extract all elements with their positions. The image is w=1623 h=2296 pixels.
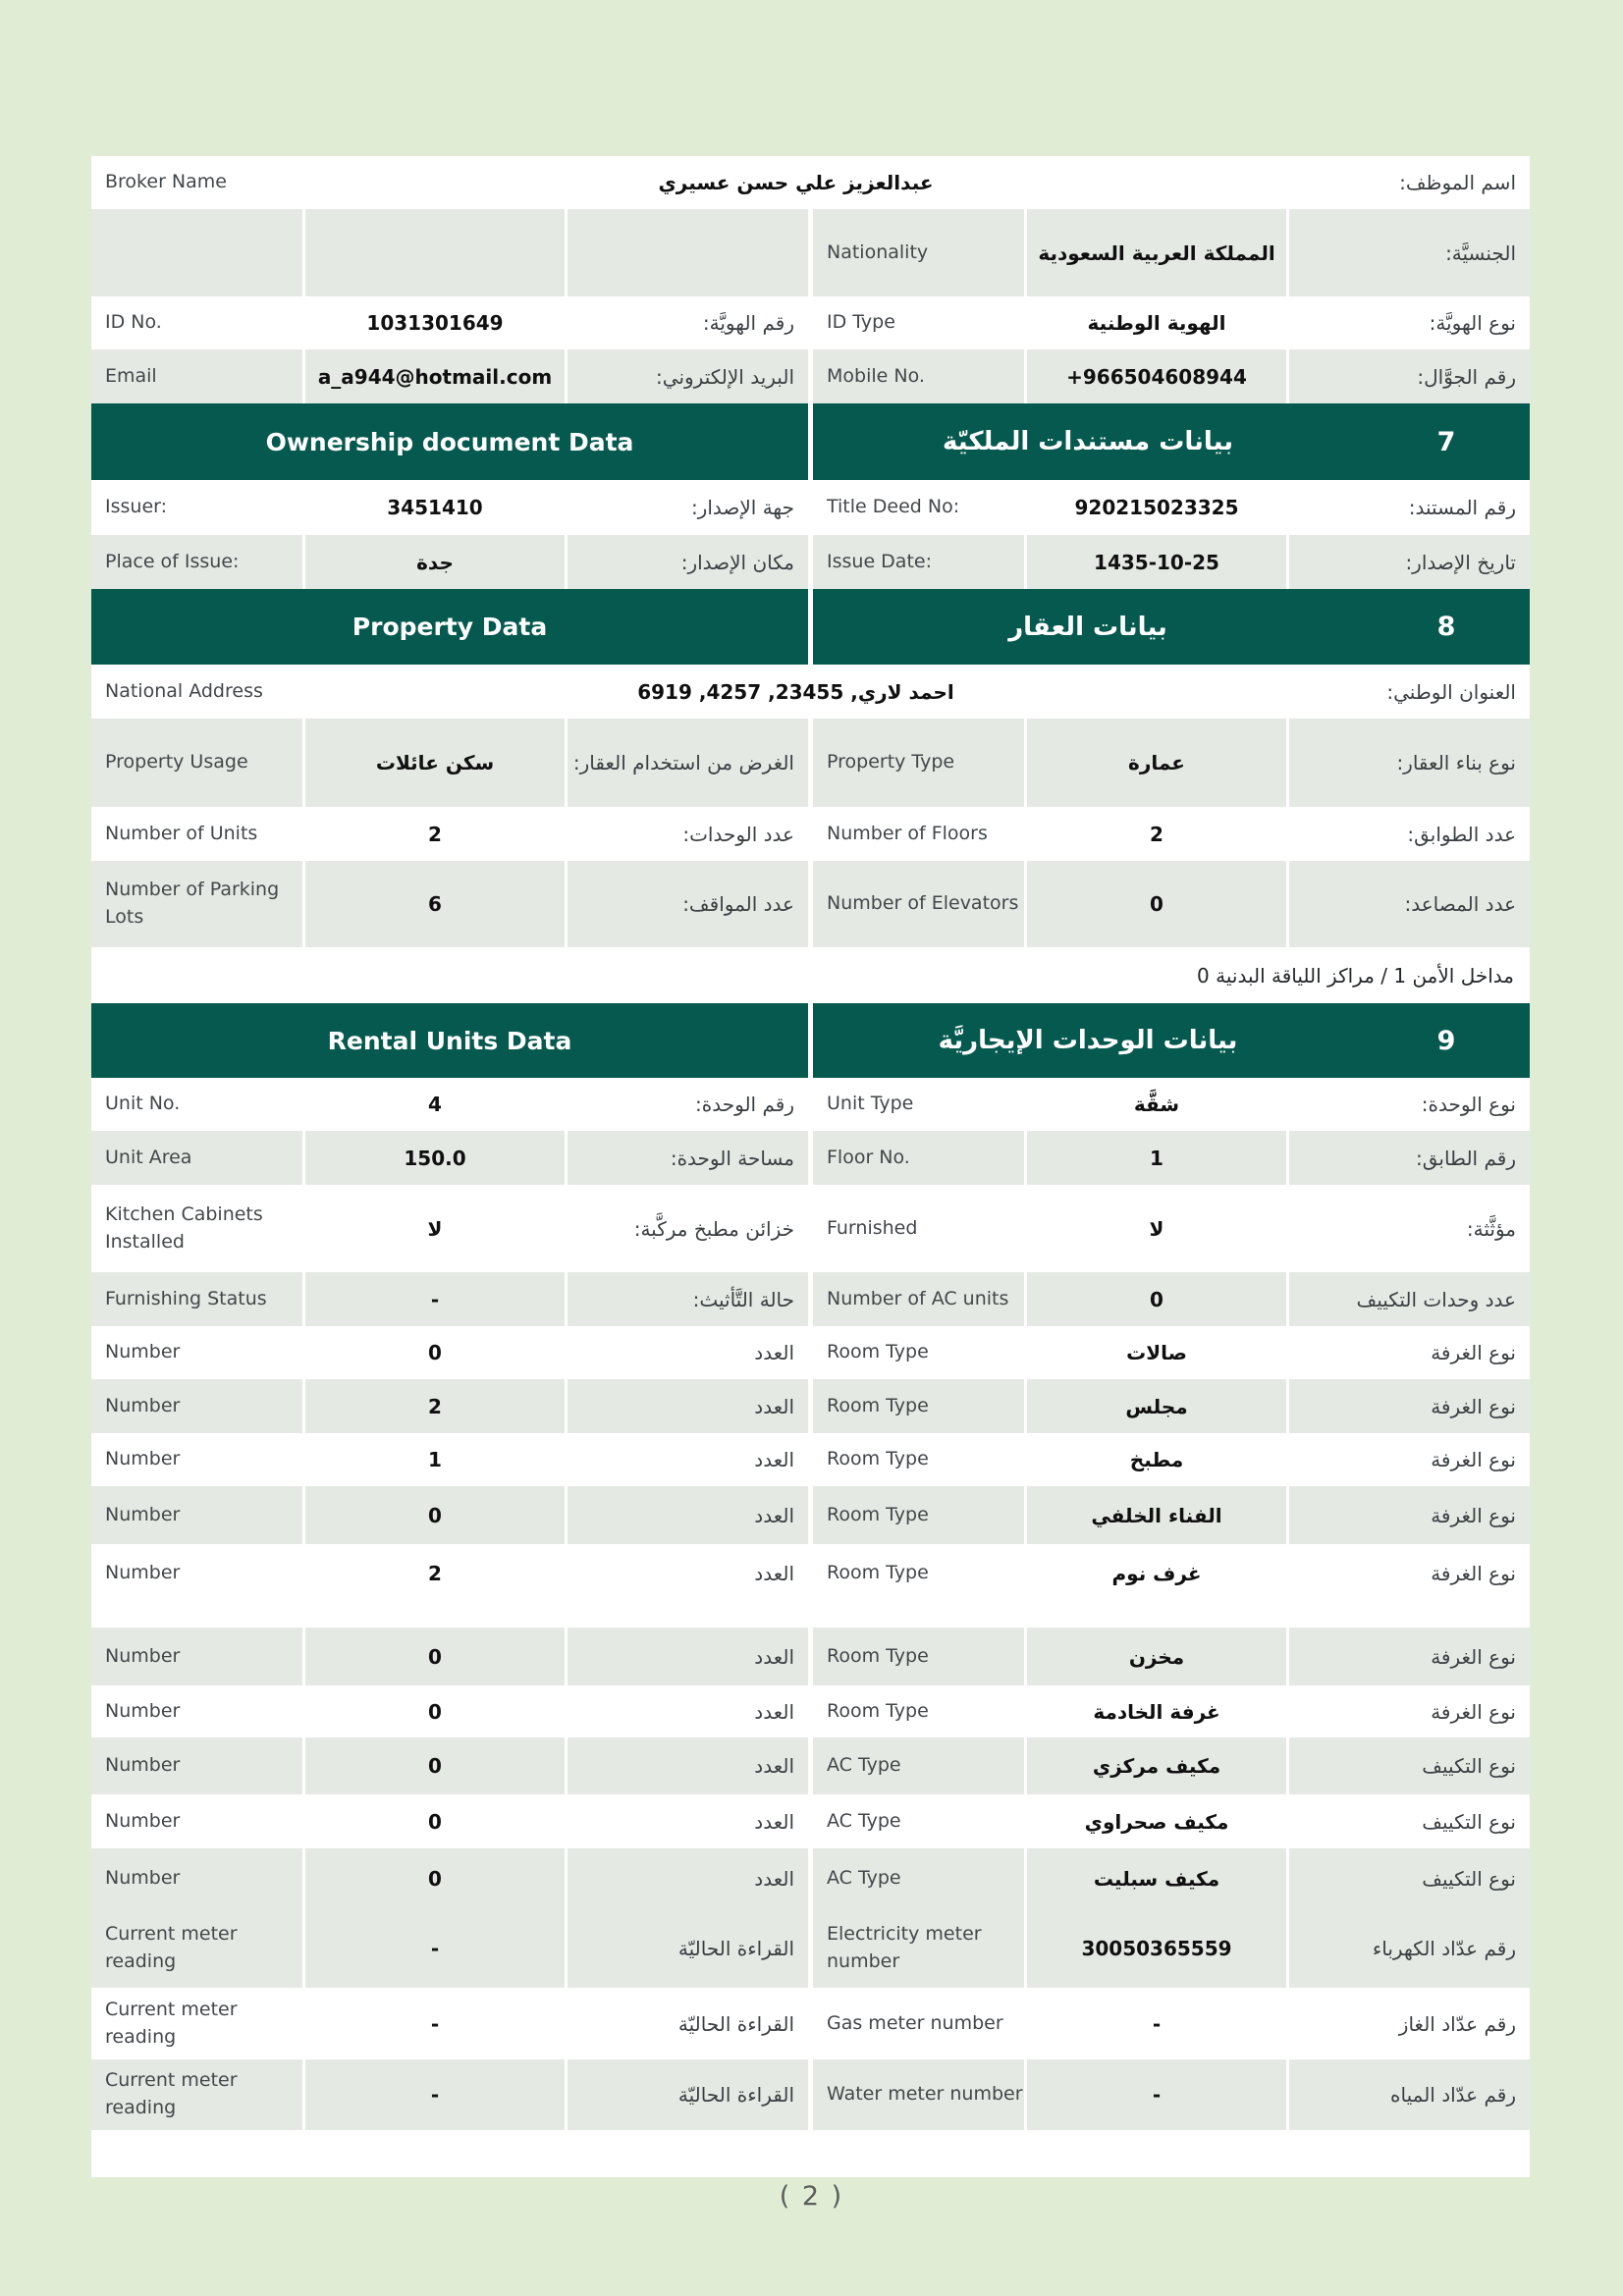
row-meter-electricity	[91, 1908, 1530, 1988]
ac-count-ar-label: العدد	[754, 1809, 794, 1834]
room-count-en-label: Number	[105, 1644, 181, 1667]
room-count-value: 0	[302, 1326, 568, 1379]
section-header-ownership	[91, 403, 1530, 480]
room-count-value: 0	[302, 1486, 568, 1544]
property-usage-en-label: Property Usage	[105, 751, 248, 774]
room-type-value: صالات	[1024, 1326, 1289, 1379]
room-type-en-label: Room Type	[827, 1562, 929, 1584]
nationality-ar-label: الجنسيَّة:	[1445, 240, 1516, 265]
room-count-en-label: Number	[105, 1341, 181, 1363]
place-of-issue-value: جدة	[302, 535, 568, 589]
section8-number: 8	[1436, 612, 1456, 642]
ac-units-ar-label: عدد وحدات التكييف	[1356, 1287, 1516, 1311]
row-property-usage	[91, 719, 1530, 807]
meter-reading-value: -	[302, 2059, 568, 2130]
room-count-value: 0	[302, 1685, 568, 1737]
row-ownership-issue	[91, 535, 1530, 589]
floors-en-label: Number of Floors	[827, 822, 988, 844]
electricity-meter-ar-label: رقم عدّاد الكهرباء	[1372, 1936, 1516, 1960]
meter-reading-ar-label: القراءة الحاليّة	[677, 1936, 794, 1960]
unit-type-ar-label: نوع الوحدة:	[1421, 1093, 1516, 1116]
meter-reading-en-label: Current meter reading	[105, 1922, 238, 1972]
mobile-en-label: Mobile No.	[827, 364, 925, 387]
room-count-ar-label: العدد	[754, 1644, 794, 1669]
room-type-en-label: Room Type	[827, 1448, 929, 1470]
row-parking-elevators	[91, 861, 1530, 947]
row-room-6	[91, 1685, 1530, 1737]
broker-name-en-label: Broker Name	[105, 171, 227, 193]
room-count-en-label: Number	[105, 1699, 181, 1722]
room-type-value: غرف نوم	[1024, 1544, 1289, 1603]
furnished-en-label: Furnished	[827, 1216, 918, 1239]
meter-reading-value: -	[302, 1988, 568, 2059]
row-room-0	[91, 1326, 1530, 1379]
ac-type-en-label: AC Type	[827, 1809, 901, 1832]
ac-type-ar-label: نوع التكييف	[1422, 1866, 1516, 1891]
nationality-en-label: Nationality	[827, 240, 929, 263]
contract-table	[91, 156, 1530, 2177]
national-address-ar-label: العنوان الوطني:	[1386, 679, 1516, 704]
gas-meter-en-label: Gas meter number	[827, 2011, 1003, 2034]
room-type-ar-label: نوع الغرفة	[1431, 1562, 1516, 1585]
unit-no-en-label: Unit No.	[105, 1093, 181, 1115]
room-count-ar-label: العدد	[754, 1394, 794, 1418]
row-meter-gas	[91, 1988, 1530, 2059]
ac-type-value: مكيف صحراوي	[1024, 1794, 1289, 1848]
row-ownership-doc	[91, 480, 1530, 535]
room-count-ar-label: العدد	[754, 1699, 794, 1724]
email-value: a_a944@hotmail.com	[302, 349, 568, 403]
elevators-value: 0	[1024, 861, 1289, 947]
ac-count-en-label: Number	[105, 1754, 181, 1777]
title-deed-ar-label: رقم المستند:	[1408, 496, 1516, 519]
furnishing-status-en-label: Furnishing Status	[105, 1287, 267, 1309]
id-type-value: الهوية الوطنية	[1024, 296, 1289, 349]
id-no-en-label: ID No.	[105, 311, 162, 334]
room-count-en-label: Number	[105, 1562, 181, 1584]
empty-cell	[568, 209, 808, 296]
meter-reading-en-label: Current meter reading	[105, 2069, 238, 2118]
ac-count-value: 0	[302, 1737, 568, 1794]
room-count-ar-label: العدد	[754, 1448, 794, 1471]
property-usage-value: سكن عائلات	[302, 719, 568, 807]
ac-type-ar-label: نوع التكييف	[1422, 1754, 1516, 1778]
section-header-rental-units	[91, 1003, 1530, 1078]
place-of-issue-en-label: Place of Issue:	[105, 550, 240, 572]
unit-type-en-label: Unit Type	[827, 1093, 914, 1115]
place-of-issue-ar-label: مكان الإصدار:	[680, 550, 794, 574]
row-room-3	[91, 1486, 1530, 1544]
email-en-label: Email	[105, 364, 157, 387]
id-type-en-label: ID Type	[827, 311, 895, 334]
electricity-meter-en-label: Electricity meter number	[827, 1922, 982, 1972]
room-type-en-label: Room Type	[827, 1394, 929, 1416]
room-type-ar-label: نوع الغرفة	[1431, 1394, 1516, 1418]
issuer-value: 3451410	[302, 480, 568, 535]
unit-area-en-label: Unit Area	[105, 1146, 192, 1168]
room-count-value: 2	[302, 1379, 568, 1433]
email-ar-label: البريد الإلكتروني:	[656, 364, 794, 389]
ac-type-ar-label: نوع التكييف	[1422, 1809, 1516, 1834]
electricity-meter-value: 30050365559	[1024, 1908, 1289, 1988]
property-type-en-label: Property Type	[827, 751, 955, 774]
ac-units-en-label: Number of AC units	[827, 1287, 1009, 1309]
floors-value: 2	[1024, 807, 1289, 861]
room-type-ar-label: نوع الغرفة	[1431, 1699, 1516, 1724]
mobile-ar-label: رقم الجوَّال:	[1417, 364, 1516, 389]
row-national-address	[91, 665, 1530, 719]
property-type-value: عمارة	[1024, 719, 1289, 807]
room-type-value: الفناء الخلفي	[1024, 1486, 1289, 1544]
empty-cell	[91, 209, 302, 296]
water-meter-ar-label: رقم عدّاد المياه	[1390, 2083, 1516, 2107]
room-count-ar-label: العدد	[754, 1503, 794, 1527]
broker-name-value: عبدالعزيز علي حسن عسيري	[658, 171, 934, 194]
room-type-en-label: Room Type	[827, 1503, 929, 1525]
ac-count-en-label: Number	[105, 1866, 181, 1889]
elevators-ar-label: عدد المصاعد:	[1404, 892, 1516, 916]
section9-en-title: Rental Units Data	[327, 1026, 572, 1055]
ac-count-ar-label: العدد	[754, 1866, 794, 1891]
row-ac-2	[91, 1848, 1530, 1908]
room-type-value: مجلس	[1024, 1379, 1289, 1433]
empty-cell	[302, 209, 568, 296]
title-deed-value: 920215023325	[1024, 480, 1289, 535]
national-address-en-label: National Address	[105, 679, 263, 702]
section9-number: 9	[1436, 1025, 1456, 1056]
furnishing-status-value: -	[302, 1272, 568, 1326]
meter-reading-en-label: Current meter reading	[105, 1998, 238, 2048]
ac-type-en-label: AC Type	[827, 1866, 901, 1889]
issuer-ar-label: جهة الإصدار:	[690, 496, 794, 519]
mobile-value: +966504608944	[1024, 349, 1289, 403]
section9-ar-title: بيانات الوحدات الإيجاريَّة	[938, 1026, 1238, 1055]
row-amenities	[91, 947, 1530, 1003]
id-no-ar-label: رقم الهويَّة:	[702, 311, 794, 335]
kitchen-cabinets-en-label: Kitchen Cabinets Installed	[105, 1202, 263, 1253]
unit-type-value: شقَّة	[1024, 1078, 1289, 1131]
room-type-value: غرفة الخادمة	[1024, 1685, 1289, 1737]
gas-meter-value: -	[1024, 1988, 1289, 2059]
unit-area-value: 150.0	[302, 1131, 568, 1185]
room-type-value: مطبخ	[1024, 1433, 1289, 1486]
ac-units-value: 0	[1024, 1272, 1289, 1326]
kitchen-cabinets-value: لا	[302, 1185, 568, 1272]
floor-no-value: 1	[1024, 1131, 1289, 1185]
row-ac-1	[91, 1794, 1530, 1848]
unit-no-ar-label: رقم الوحدة:	[695, 1093, 794, 1116]
water-meter-en-label: Water meter number	[827, 2083, 1023, 2106]
room-count-en-label: Number	[105, 1394, 181, 1416]
issue-date-ar-label: تاريخ الإصدار:	[1405, 550, 1516, 574]
floors-ar-label: عدد الطوابق:	[1407, 822, 1516, 846]
section7-en-title: Ownership document Data	[265, 427, 634, 456]
room-count-ar-label: العدد	[754, 1562, 794, 1585]
room-count-value: 2	[302, 1544, 568, 1603]
row-id	[91, 296, 1530, 349]
ac-type-en-label: AC Type	[827, 1754, 901, 1777]
national-address-value: احمد لاري, 23455, 4257, 6919	[637, 679, 954, 704]
id-no-value: 1031301649	[302, 296, 568, 349]
nationality-value: المملكة العربية السعودية	[1024, 209, 1289, 296]
room-count-en-label: Number	[105, 1503, 181, 1525]
room-type-ar-label: نوع الغرفة	[1431, 1448, 1516, 1471]
row-furnishing-status	[91, 1272, 1530, 1326]
row-units-floors	[91, 807, 1530, 861]
room-type-value: مخزن	[1024, 1628, 1289, 1685]
furnishing-status-ar-label: حالة التَّأثيث:	[692, 1287, 794, 1311]
room-type-ar-label: نوع الغرفة	[1431, 1644, 1516, 1669]
row-room-4	[91, 1544, 1530, 1628]
unit-no-value: 4	[302, 1078, 568, 1131]
issuer-en-label: Issuer:	[105, 496, 168, 518]
row-broker-name	[91, 156, 1530, 209]
row-unit-area	[91, 1131, 1530, 1185]
row-room-2	[91, 1433, 1530, 1486]
room-type-en-label: Room Type	[827, 1699, 929, 1722]
section-header-property	[91, 589, 1530, 665]
section7-ar-title: بيانات مستندات الملكيّة	[943, 427, 1233, 456]
furnished-value: لا	[1024, 1185, 1289, 1272]
row-ac-0	[91, 1737, 1530, 1794]
title-deed-en-label: Title Deed No:	[827, 496, 960, 518]
room-count-en-label: Number	[105, 1448, 181, 1470]
unit-area-ar-label: مساحة الوحدة:	[670, 1146, 794, 1170]
parking-value: 6	[302, 861, 568, 947]
issue-date-en-label: Issue Date:	[827, 550, 932, 572]
broker-name-ar-label: اسم الموظف:	[1399, 171, 1516, 194]
room-type-ar-label: نوع الغرفة	[1431, 1341, 1516, 1364]
meter-reading-ar-label: القراءة الحاليّة	[677, 2083, 794, 2107]
page-number: ( 2 )	[779, 2181, 844, 2212]
meter-reading-value: -	[302, 1908, 568, 1988]
issue-date-value: 1435-10-25	[1024, 535, 1289, 589]
floor-no-ar-label: رقم الطابق:	[1415, 1146, 1516, 1170]
property-type-ar-label: نوع بناء العقار:	[1396, 751, 1516, 774]
ac-count-en-label: Number	[105, 1809, 181, 1832]
furnished-ar-label: مؤثَّثة:	[1466, 1216, 1516, 1241]
ac-type-value: مكيف سبليت	[1024, 1848, 1289, 1908]
ac-type-value: مكيف مركزي	[1024, 1737, 1289, 1794]
id-type-ar-label: نوع الهويَّة:	[1429, 311, 1516, 335]
kitchen-cabinets-ar-label: خزائن مطبخ مركَّبة:	[633, 1216, 794, 1241]
gas-meter-ar-label: رقم عدّاد الغاز	[1398, 2011, 1516, 2036]
room-count-value: 0	[302, 1628, 568, 1685]
units-value: 2	[302, 807, 568, 861]
row-meter-water	[91, 2059, 1530, 2130]
row-contact	[91, 349, 1530, 403]
room-count-ar-label: العدد	[754, 1341, 794, 1364]
units-ar-label: عدد الوحدات:	[682, 822, 794, 846]
ac-count-ar-label: العدد	[754, 1754, 794, 1778]
floor-no-en-label: Floor No.	[827, 1146, 910, 1168]
room-type-en-label: Room Type	[827, 1341, 929, 1363]
room-count-value: 1	[302, 1433, 568, 1486]
units-en-label: Number of Units	[105, 822, 258, 844]
parking-ar-label: عدد المواقف:	[682, 892, 794, 916]
row-room-1	[91, 1379, 1530, 1433]
elevators-en-label: Number of Elevators	[827, 892, 1019, 915]
row-kitchen-furnished	[91, 1185, 1530, 1272]
water-meter-value: -	[1024, 2059, 1289, 2130]
nationality-empty-half	[91, 209, 808, 296]
ac-count-value: 0	[302, 1794, 568, 1848]
room-type-ar-label: نوع الغرفة	[1431, 1503, 1516, 1527]
ac-count-value: 0	[302, 1848, 568, 1908]
row-room-5	[91, 1628, 1530, 1685]
amenities-text: مداخل الأمن 1 / مراكز اللياقة البدنية 0	[1197, 963, 1514, 988]
section7-number: 7	[1436, 426, 1456, 457]
section8-en-title: Property Data	[352, 613, 548, 641]
row-nationality	[91, 209, 1530, 296]
row-unit-no	[91, 1078, 1530, 1131]
row-empty	[91, 2130, 1530, 2177]
property-usage-ar-label: الغرض من استخدام العقار:	[572, 751, 794, 774]
meter-reading-ar-label: القراءة الحاليّة	[677, 2011, 794, 2036]
section8-ar-title: بيانات العقار	[1008, 612, 1167, 642]
room-type-en-label: Room Type	[827, 1644, 929, 1667]
parking-en-label: Number of Parking Lots	[105, 879, 280, 928]
